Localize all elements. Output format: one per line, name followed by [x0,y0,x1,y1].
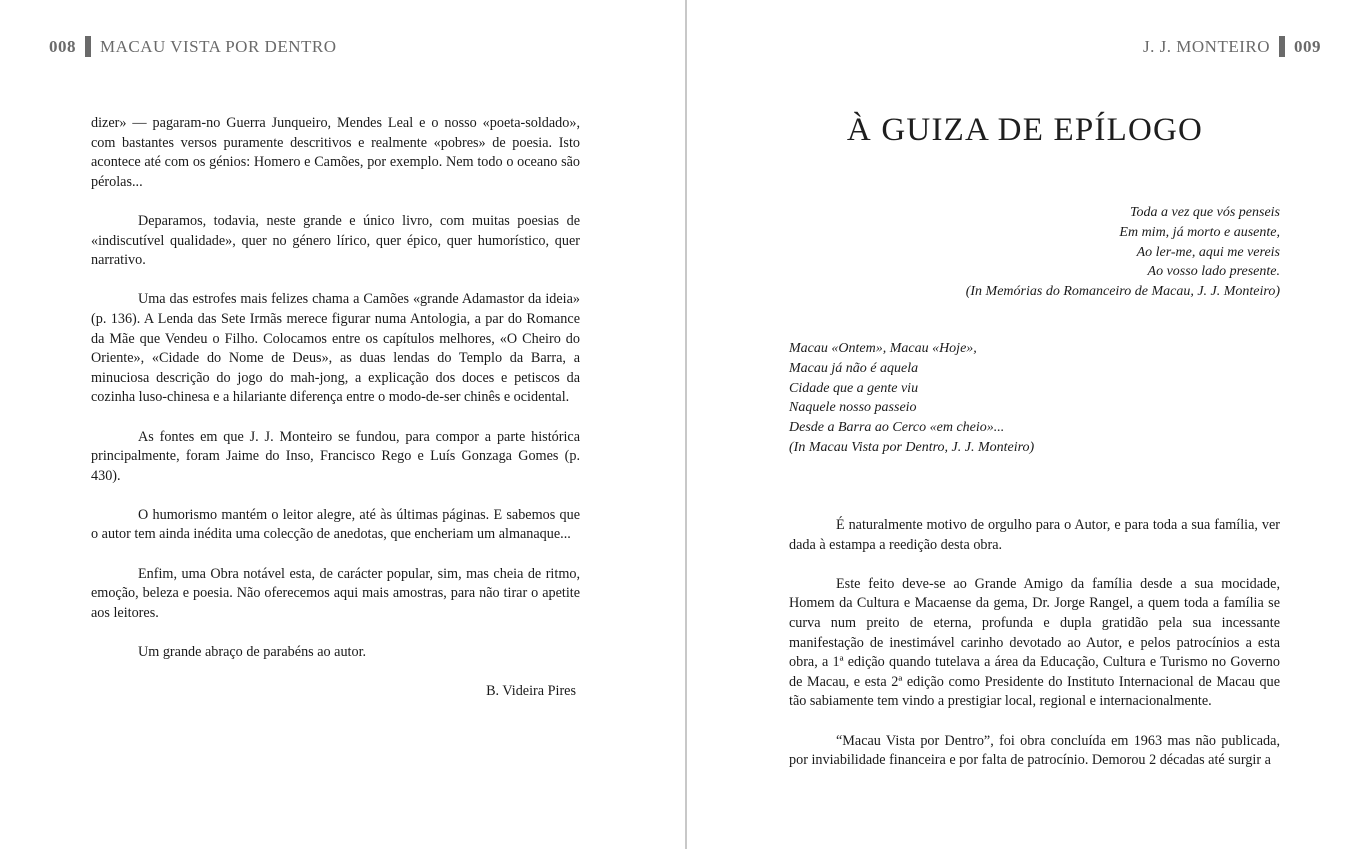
right-running-header [1143,36,1321,57]
epigraph-line: Ao vosso lado presente. [1147,264,1280,280]
epigraph-line: Macau já não é aquela [789,360,919,376]
signature: B. Videira Pires [486,683,576,700]
left-paragraph: Enfim, uma Obra notável esta, de carácter popular, sim, mas cheia de ritmo, emoção, beleza e poesia. Não oferecemos aqui mais amostras, para não tirar o apetite aos leitores. [91,565,580,621]
epigraph-source: (In Macau Vista por Dentro, J. J. Monteiro) [789,439,1035,455]
left-paragraph: Deparamos, todavia, neste grande e único livro, com muitas poesias de «indiscutível qualidade», quer no género lírico, quer épico, quer humorístico, quer narrativo. [91,212,580,269]
left-running-title: MACAU VISTA POR DENTRO [100,36,337,56]
epigraph-left-aligned [789,339,1189,458]
epigraph-source: (In Memórias do Romanceiro de Macau, J. J. Monteiro) [965,284,1280,300]
left-running-header [49,36,337,57]
epigraph-line: Naquele nosso passeio [789,400,917,416]
epigraph-line: Em mim, já morto e ausente, [1119,224,1280,240]
left-page-number: 008 [49,36,76,56]
left-paragraph: Uma das estrofes mais felizes chama a Camões «grande Adamastor da ideia» (p. 136). A Lenda das Sete Irmãs merece figurar numa Antologia, a par do Romance da Mãe que Vendeu o Filho. Colocamos entre os capítulos melhores, «O Cheiro do Oriente», «Cidade do Nome de Deus», as duas lendas do Templo da Barra, a minuciosa descrição do jogo do mah-jong, a explicação dos doces e petiscos da cozinha luso-chinesa e a hilariante diferença entre o modo-de-ser chinês e ocidental. [91,291,580,406]
left-paragraph: Um grande abraço de parabéns ao autor. [138,644,367,661]
left-body-text [91,114,580,702]
right-paragraph: “Macau Vista por Dentro”, foi obra concluída em 1963 mas não publicada, por inviabilidade financeira e por falta de patrocínio. Demorou 2 décadas até surgir a [789,732,1280,769]
left-paragraph: dizer» — pagaram-no Guerra Junqueiro, Mendes Leal e o nosso «poeta-soldado», com bastantes versos puramente descritivos e realmente «pobres» de poesia. Isto acontece até com os génios: Homero e Camões, por exemplo. Nem todo o oceano são pérolas... [91,115,580,190]
chapter-title: À GUIZA DE EPÍLOGO [846,112,1204,148]
epigraph-right-aligned [837,203,1280,302]
epigraph-line: Macau «Ontem», Macau «Hoje», [789,341,977,356]
right-running-author: J. J. MONTEIRO [1143,36,1270,56]
right-page-number: 009 [1294,36,1321,56]
left-paragraph: O humorismo mantém o leitor alegre, até às últimas páginas. E sabemos que o autor tem ainda inédita uma colecção de anedotas, que encheriam um almanaque... [91,506,580,543]
header-divider-bar [85,36,91,57]
right-page [687,0,1363,849]
right-paragraph: Este feito deve-se ao Grande Amigo da família desde a sua mocidade, Homem da Cultura e Macaense da gema, Dr. Jorge Rangel, a quem toda a família se curva num preito de eterna, profunda e dupla gratidão pela sua incessante manifestação de inestimável carinho devotado ao Autor, e pelos patrocínios a esta obra, a 1ª edição quando tutelava a área da Educação, Cultura e Turismo no Governo de Macau, e esta 2ª edição como Presidente do Instituto Internacional de Macau que tão sabiamente tem vindo a prestigiar local, regional e internacionalmente. [789,575,1280,710]
epigraph-line: Ao ler-me, aqui me vereis [1136,244,1280,260]
header-divider-bar [1279,36,1285,57]
left-paragraph: As fontes em que J. J. Monteiro se fundou, para compor a parte histórica principalmente, foram Jaime do Inso, Francisco Rego e Luís Gonzaga Gomes (p. 430). [91,428,580,484]
epigraph-line: Toda a vez que vós penseis [1130,205,1280,220]
right-body-text [789,516,1280,790]
epigraph-line: Cidade que a gente viu [789,380,919,396]
right-paragraph: É naturalmente motivo de orgulho para o Autor, e para toda a sua família, ver dada à estampa a reedição desta obra. [789,517,1280,553]
epigraph-line: Desde a Barra ao Cerco «em cheio»... [789,420,1005,436]
